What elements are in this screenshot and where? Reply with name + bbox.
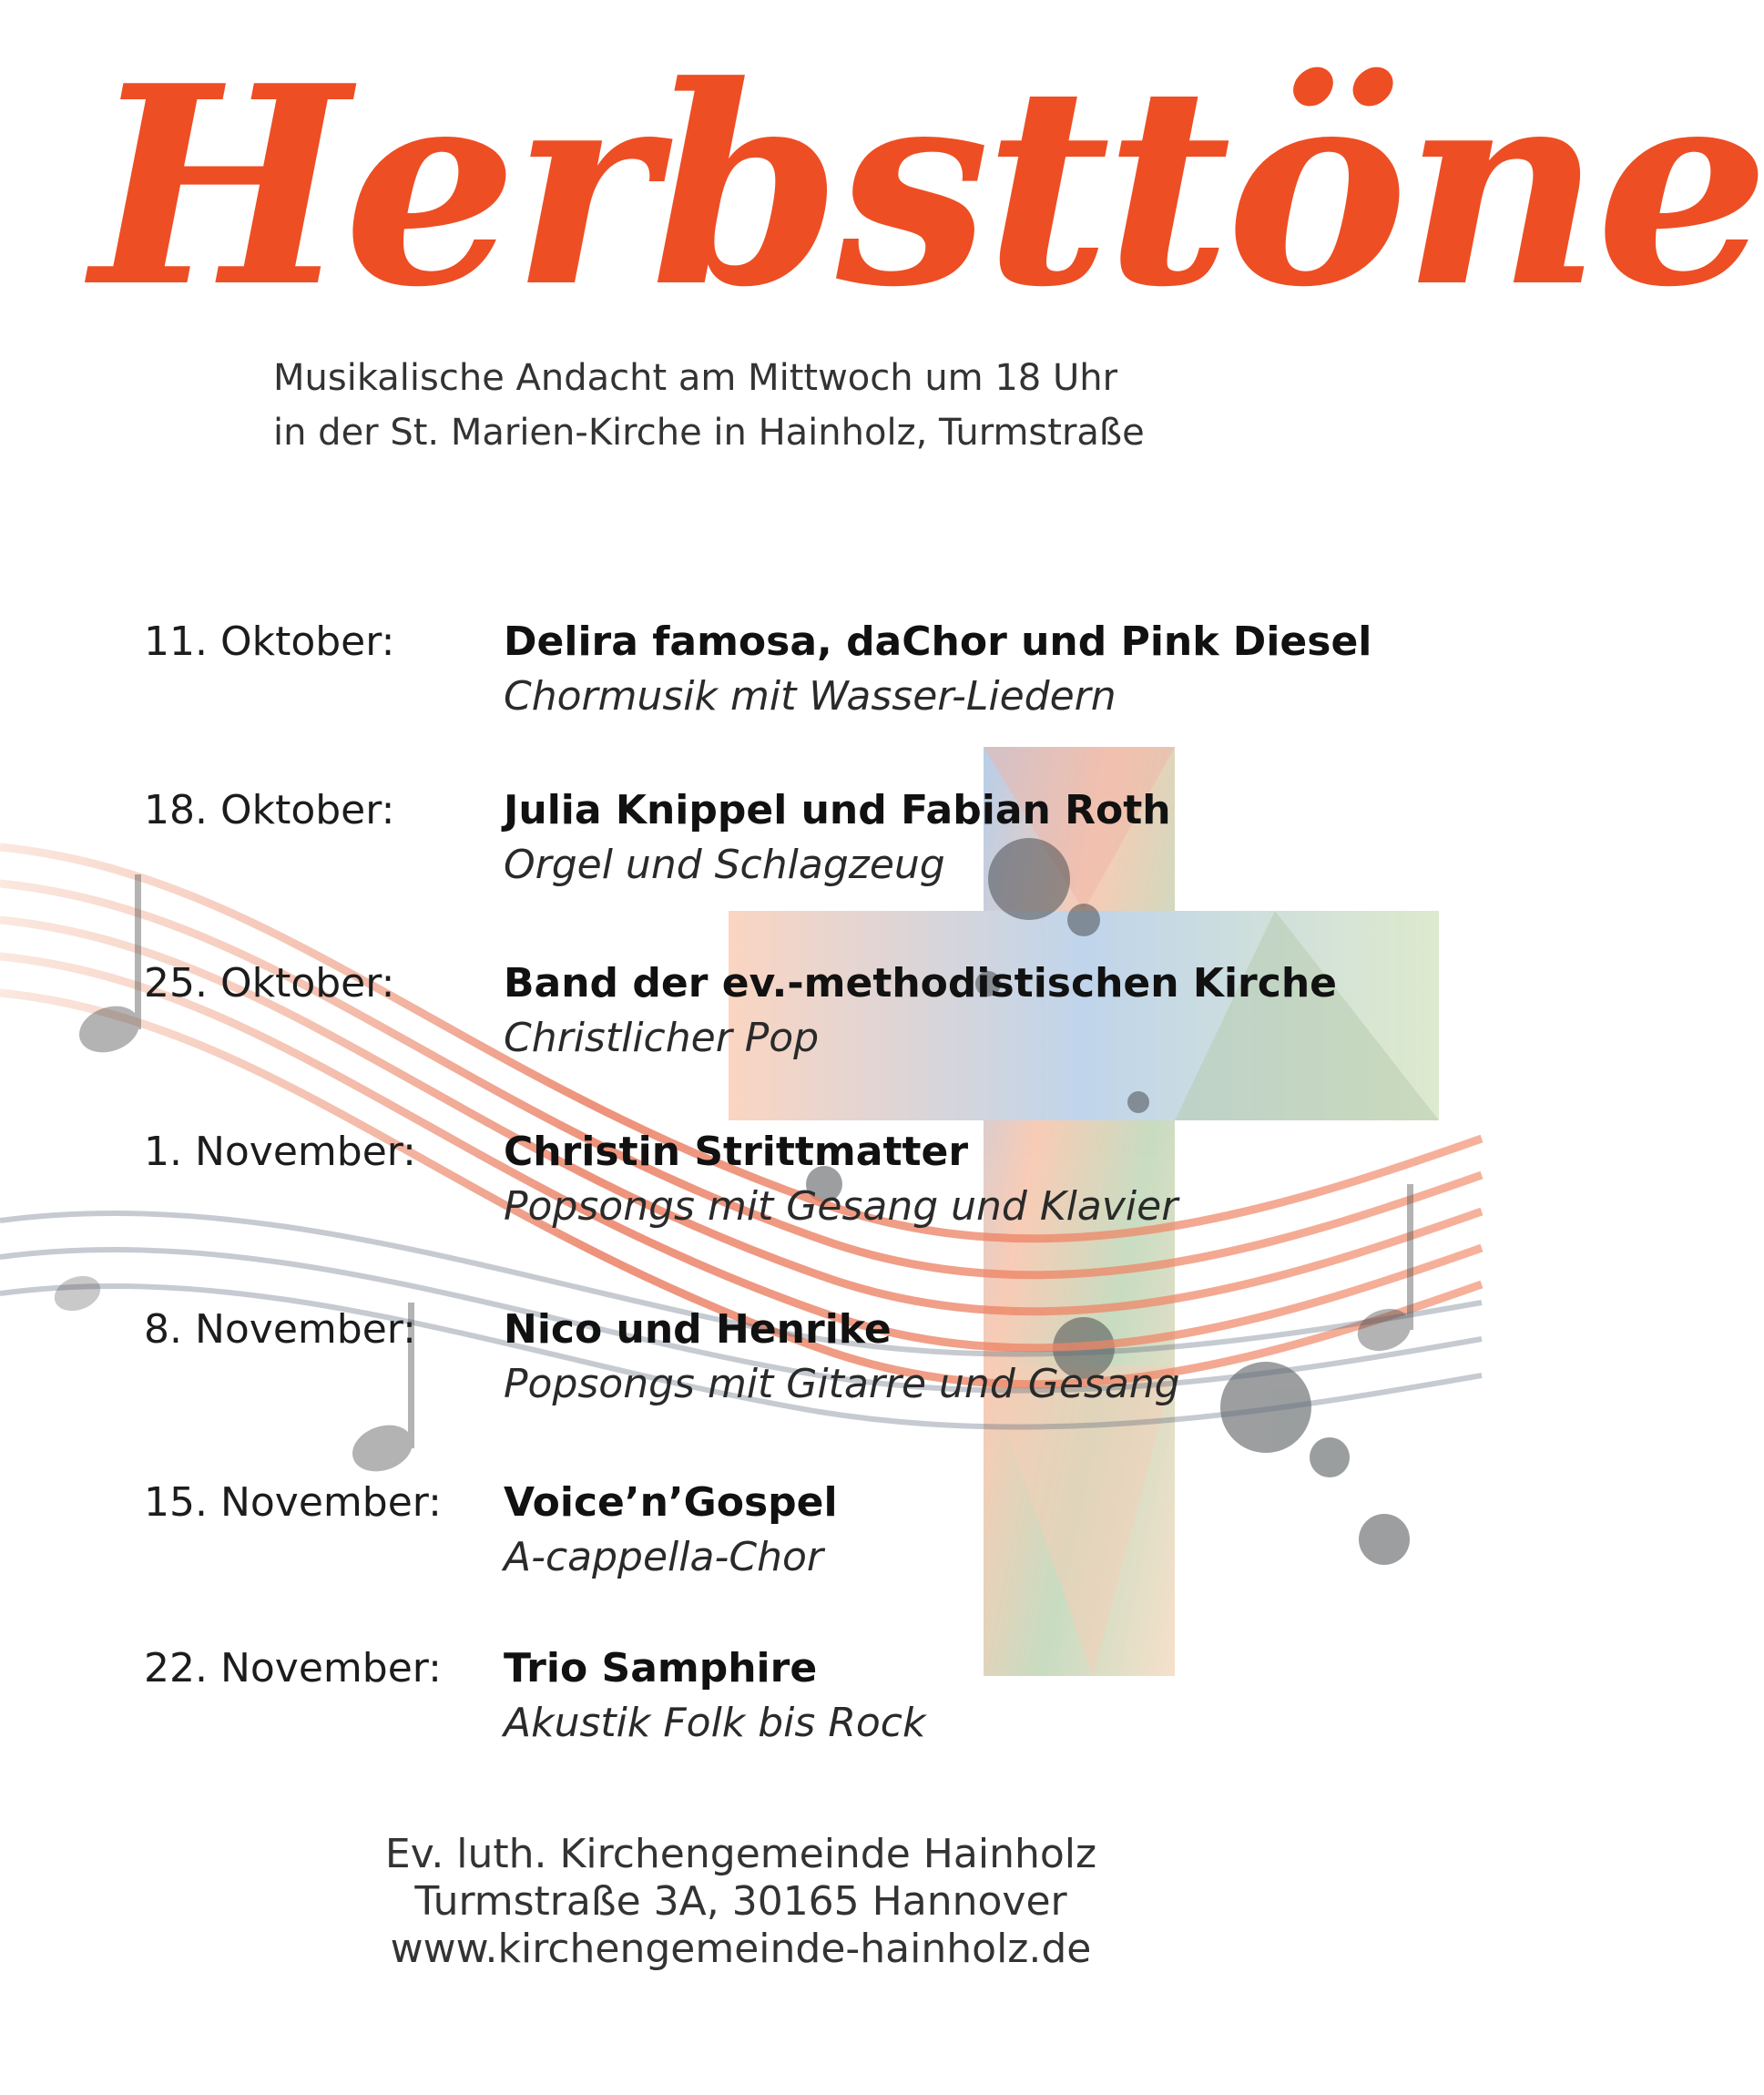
event-row: [144, 1476, 1419, 1641]
event-date: 1. November:: [144, 1129, 416, 1175]
event-performer: Delira famosa, daChor und Pink Diesel: [504, 618, 1372, 665]
event-description: Popsongs mit Gitarre und Gesang: [504, 1361, 1180, 1407]
event-date: 25. Oktober:: [144, 960, 395, 1007]
event-performer: Band der ev.-methodistischen Kirche: [504, 960, 1337, 1007]
subtitle: [273, 351, 1145, 460]
event-info: [504, 615, 1419, 783]
event-row: [144, 1125, 1419, 1303]
event-info: [504, 783, 1419, 956]
footer-address: [0, 1831, 1482, 1973]
event-performer: Julia Knippel und Fabian Roth: [504, 787, 1171, 833]
event-row: [144, 783, 1419, 956]
event-description: Popsongs mit Gesang und Klavier: [504, 1183, 1178, 1230]
event-description: Christlicher Pop: [504, 1015, 820, 1061]
event-date: 8. November:: [144, 1306, 416, 1353]
event-program: [144, 615, 1419, 1810]
event-performer: Nico und Henrike: [504, 1306, 892, 1353]
event-info: [504, 1641, 1419, 1810]
event-info: [504, 1476, 1419, 1641]
footer-street: Turmstraße 3A, 30165 Hannover: [414, 1878, 1067, 1925]
event-description: Chormusik mit Wasser-Liedern: [504, 673, 1117, 720]
event-info: [504, 956, 1419, 1125]
footer-organization: Ev. luth. Kirchengemeinde Hainholz: [384, 1831, 1097, 1877]
event-performer: Trio Samphire: [504, 1645, 818, 1691]
page-title: Herbsttöne: [91, 26, 1764, 347]
event-date: 18. Oktober:: [144, 787, 395, 833]
event-date: 11. Oktober:: [144, 618, 395, 665]
footer-website-link[interactable]: www.kirchengemeinde-hainholz.de: [390, 1926, 1092, 1972]
event-description: Akustik Folk bis Rock: [504, 1700, 926, 1746]
event-info: [504, 1303, 1419, 1476]
event-row: [144, 1641, 1419, 1810]
event-row: [144, 615, 1419, 783]
event-row: [144, 1303, 1419, 1476]
subtitle-line-1: Musikalische Andacht am Mittwoch um 18 Uhr: [273, 357, 1118, 399]
subtitle-line-2: in der St. Marien-Kirche in Hainholz, Turmstraße: [273, 412, 1145, 454]
event-date: 15. November:: [144, 1479, 442, 1526]
event-performer: Christin Strittmatter: [504, 1129, 969, 1175]
event-performer: Voice’n’Gospel: [504, 1479, 838, 1526]
event-description: Orgel und Schlagzeug: [504, 842, 945, 888]
event-description: A-cappella-Chor: [504, 1534, 823, 1580]
event-row: [144, 956, 1419, 1125]
event-info: [504, 1125, 1419, 1303]
event-date: 22. November:: [144, 1645, 442, 1691]
